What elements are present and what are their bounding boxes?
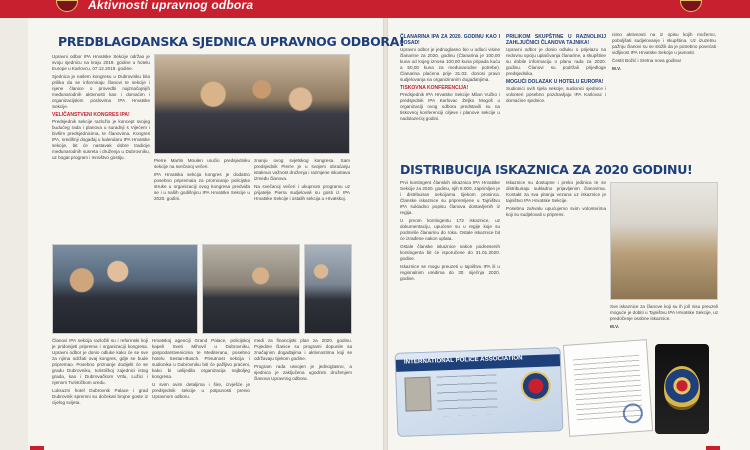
card-title: INTERNATIONAL POLICE ASSOCIATION	[403, 354, 523, 366]
right-col2-p2: Sudionici ovih tijela sekcije, sudionici sjednice i volonteri posebno pozdravljaju IPA Karlovac i domaćine sjednice.	[506, 86, 606, 103]
right-col3-p2: Čestit Božić i Sretna nova godina!	[612, 58, 681, 63]
right-col5-p1: Iskaznice su dostupne i preko jedinica te se distribuiraju sukladno prijavljenim članovima. Kontakt za sva pitanja vezana uz iskaznice je tajništvo IPA Hrvatske Sekcije.	[506, 180, 606, 203]
left-col3-p1: znanju ovog svjetskog kongresa. Sam predsjednik Pierre je u svojem obraćanju istaknuo važnost druženja i razmjene iskustava između članova.	[254, 158, 350, 181]
right-col1-sub2: TISKOVNA KONFERENCIJA!	[400, 85, 469, 91]
right-col4-p3: Ostale članske iskaznice nakon podnesenih kontingenta bit će isporučene do 31.01.2020. godine.	[400, 244, 500, 261]
left-col2-p2: IPA Hrvatska sekcija kongres je dodatno posebno pripremala za promicanje policijske struke u organizaciji ovog kongresa predviđa se i u naših godišnjicu IPA Hrvatske Sekcije u 2020. godini.	[154, 172, 250, 201]
left-col4-p2: Luksuzni hotel Dubrovnik Palace i grad Dubrovnik spremni su dočekati brojne goste iz cijelog svijeta.	[52, 388, 148, 405]
left-col4-p1: Članovi IPA sekcija razložili su i reformski koji je pridonijeti priprema i organizaciji kongresa. Upravni odbor je donio odluke kako će se sve za njima održati ovaj kongres, gdje se bude pripremao. Posebno priznanje dodijelit će se gradu Dubrovniku, turističkoj zajednici istog grada, kao i Dubrovačkom Vrtlu, Lužici i njenom Turističkom uredu.	[52, 338, 148, 385]
left-col-4	[52, 338, 148, 444]
right-col4-p2: U prvom kontingentu 172 iskaznice, uz dokumentaciju, upućene su u regije koje su podmirile članarinu do roka. Ostale iskaznice bit će izrađene nakon uplata.	[400, 218, 500, 241]
right-col3-signature: M.V.	[612, 66, 622, 71]
left-heading: PREDBLAGDANSKA SJEDNICA UPRAVNOG ODBORA!	[58, 34, 405, 49]
page-edge	[0, 18, 28, 450]
left-col-3	[254, 158, 350, 240]
left-col5-p2: U svim ovim detaljima i šire, izvješće je predsjednik sekcije u potpunosti prenio Upravnom odboru.	[152, 382, 250, 399]
ipa-member-card	[395, 347, 564, 437]
left-col5-p1: Hrvatskoj agenciji Grand Palace, policijskoj kapeli Sveti Mihovil u Dubrovniku, gospodarstvenicima te Mediteranu, posebno hotelu Sestan-Busch. Prisutnost sekcija i sudionika u Dubrovniku biti će pažljivo praćeni, kako bi uslijedila organizacija najboljeg kongresa.	[152, 338, 250, 379]
right-col1-sub1: ČLANARINA IPA ZA 2020. GODINU KAO I DOSAD!	[400, 34, 500, 46]
right-col4-p1: Prvi kontingent članskih iskaznica IPA Hrvatske Sekcije za 2020. godinu, njih 8.000, zaprimljen je i distribuiran sekcijama tijekom prosinca. Članske iskaznice su pripremljene u Tajništvu IPA sukladno popisu članova dostavljenih iz regija.	[400, 180, 500, 215]
stamp-icon	[622, 403, 643, 424]
left-col6-p1: medi za financijski plan za 2020. godinu. Pojedine članice su programi dopunile sa značajnim događajima i aktivnostima koji se održavaju tijekom godine.	[254, 338, 352, 361]
right-col4-p4: Iskaznice se mogu preuzeti u tajništvu IPA ili u regionalnim uredima do 30. siječnja 2020. godine.	[400, 264, 500, 281]
right-col-3	[612, 32, 716, 154]
right-col6-signature: M.V.	[610, 324, 620, 329]
left-col1-sub: VELIČANSTVENI KONGRES IPA!	[52, 112, 130, 118]
left-col2-p1: Pierre Martin Moulen uručio predsjedniku sekcije na svečanoj večeri.	[154, 158, 250, 169]
right-col2-sub1: PRILIKOM SKUPŠTINE U RAZNOLIKIJ ZAHLJUČNICI ČLANOVA TAJNIKA!	[506, 34, 606, 46]
right-col1-p2: Predsjednik IPA Hrvatske Sekcije Milan Vučko i predsjednik IPA Karlovac Željko Mogoš u organizaciji ovog odbora predstavili su na tiskovnoj konferenciji ciljeve i planove sekcije u nadolazećoj godini.	[400, 92, 500, 121]
police-badge-icon	[664, 366, 700, 410]
left-col-5	[152, 338, 250, 444]
photo-board-meeting	[154, 54, 350, 154]
right-col6-p1: Sve iskaznice za članove koji su ih još nisu preuzeli moguće je dobiti u Tajništvu IPA Hrvatske Sekcije, uz predočenje osobne iskaznice.	[610, 304, 718, 321]
left-col1-p2: Sjednica je našem kongresu u Dubrovniku bila prilika da se informiraju članovi te sekcije i njene članice o provedbi najznačajnijih međunarodnih aktivnosti kao i domaćim i organizacijskim poslovima IPA Hrvatske Sekcije.	[52, 74, 150, 109]
left-col3-p2: Na svečanoj večeri i ukupnom programu uz prijatelje Pierra sudjelovali su gosti iz IPA Hrvatske Sekcije i ostalih sekcija u Hrvatskoj.	[254, 184, 350, 201]
left-col-2	[154, 158, 250, 240]
right-col2-sub2: MOGUĆI DOLAZAK U HOTELU EUROPA!	[506, 79, 604, 85]
left-col1-p3: Predsjednik sekcije razložio je koncept svojeg budućeg rada i planova u suradnji s Vijećem i bivšim predsjednicima, te članovima. Kongres IPA, središnji događaj u kalendaru IPA Hrvatske sekcije, bit će nastavak dobre tradicije međunarodnih susreta i druženja u Dubrovniku, uz bogat program i mnoštvo gostiju.	[52, 119, 150, 160]
card-text-lines	[436, 374, 497, 416]
footer-mark-right	[706, 446, 720, 450]
left-col-1	[52, 54, 150, 238]
right-col-2	[506, 32, 606, 154]
right-col-4	[400, 180, 500, 344]
right-col-6	[610, 304, 718, 340]
right-col3-p1: nimo aktivnosti na iz opisu kojih možemo, poboljšati sudjelovanje i skupština. Uz izuzetnu pažnju članovi su se složili da je potrebno povećati vidljivost IPA Hrvatske Sekcije u javnosti.	[612, 32, 716, 55]
footer-mark-left	[30, 446, 44, 450]
left-col6-p2: Program rada usvojen je jednoglasno, a sjednica je zaključena ugodnim druženjem članova Upravnog odbora.	[254, 364, 352, 381]
header-title: Aktivnosti upravnog odbora	[88, 0, 254, 12]
badge-wallet	[655, 344, 709, 434]
right-col-1	[400, 32, 500, 154]
card-photo	[404, 377, 431, 412]
left-col-6	[254, 338, 352, 444]
photo-meeting-right	[304, 244, 352, 334]
photo-meeting-center	[202, 244, 300, 334]
ipa-seal-icon	[520, 370, 551, 401]
left-col1-p1: Upravni odbor IPA Hrvatske Sekcije održao je svoju sjednicu na kraju 2019. godine u hotelu Europe u Karlovcu, 07.12.2019. godine.	[52, 54, 150, 71]
right-heading: DISTRIBUCIJA ISKAZNICA ZA 2020 GODINU!	[400, 162, 693, 177]
right-col-5	[506, 180, 606, 344]
photo-iskaznice-distribution	[610, 182, 718, 300]
right-col2-p1: Upravni odbor je donio odluku o prijelazu na redovnu opciju uplaćivanja članarine, a skupštine su dobile informaciju o planu rada za 2020. godinu. Članovi su podržali prijedloge predsjednika.	[506, 47, 606, 76]
right-col1-p1: Upravni odbor je jednoglasno bio u odluci visine članarine za 2020. godinu (Članarina je 100,00 kuna od kojeg iznosa 100,00 kuna pripada kuću a 50,00 kuna za međunarodne potrebe). Članarina plaćena prije 31.03. donosi pravo sudjelovanja na organiziranim događanjima.	[400, 47, 500, 82]
right-col5-p2: Posebnu zahvalu upućujemo svim volonterima koji su sudjelovali u pripremi.	[506, 206, 606, 217]
photo-meeting-left	[52, 244, 198, 334]
membership-document	[563, 339, 653, 437]
